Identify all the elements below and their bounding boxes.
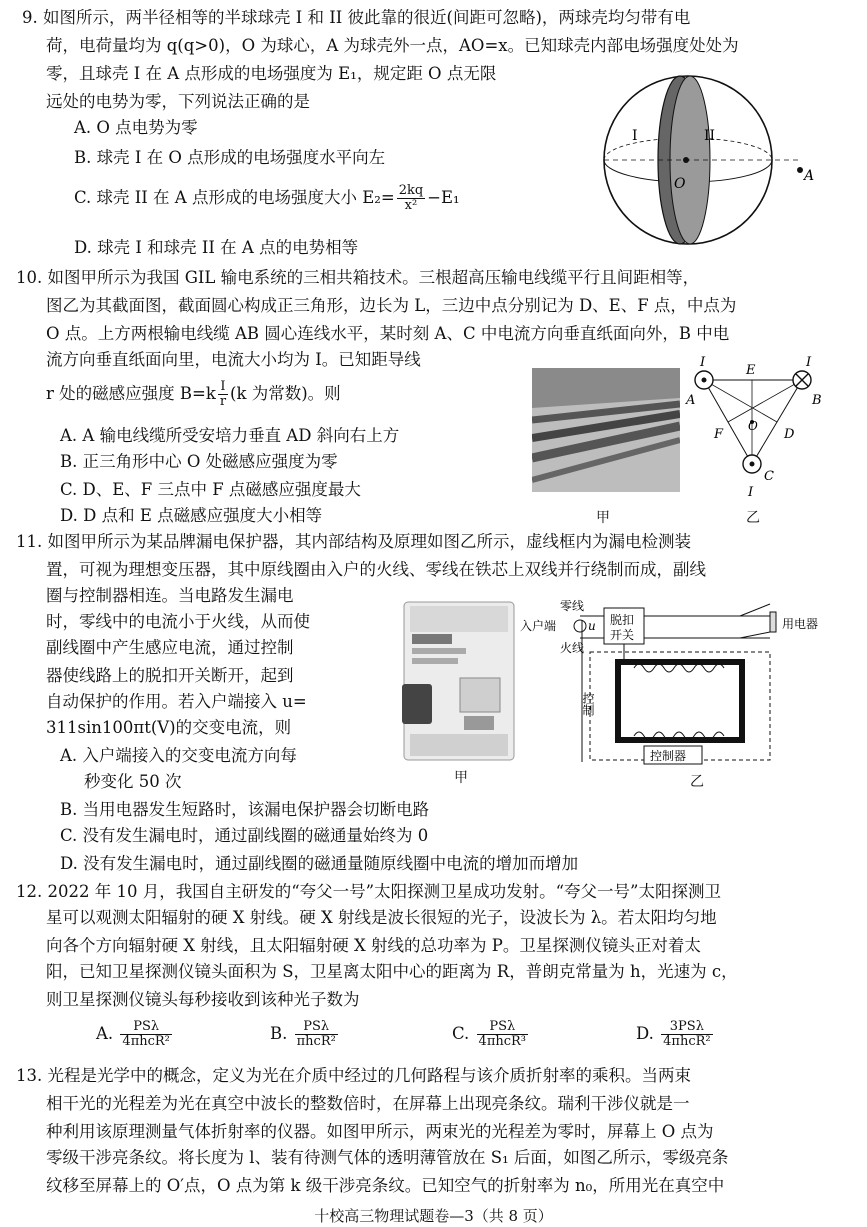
q9-option-c-fraction — [397, 184, 425, 213]
q10-fig-F: F — [714, 427, 724, 442]
q10-line5 — [46, 380, 341, 409]
q9-c-den: x² — [404, 198, 418, 213]
q11-circuit-diagram — [520, 596, 830, 774]
q9-fig-label-II: II — [704, 128, 716, 144]
q9-option-a: A. O 点电势为零 — [74, 118, 198, 137]
q9-line3: 零，且球壳 I 在 A 点形成的电场强度为 E₁，规定距 O 点无限 — [46, 64, 497, 83]
q11-line5: 副线圈中产生感应电流，通过控制 — [46, 638, 294, 657]
q10-fig-D: D — [784, 427, 795, 442]
q11-line3: 圈与控制器相连。当电路发生漏电 — [46, 586, 294, 605]
q12-line1: 12. 2022 年 10 月，我国自主研发的“夸父一号”太阳探测卫星成功发射。“夸父一号”太阳探测卫 — [16, 882, 721, 901]
q12-option-a — [96, 1020, 174, 1049]
q10-b-fraction — [218, 380, 228, 409]
q9-option-c — [74, 184, 460, 213]
page-footer: 十校高三物理试题卷—3（共 8 页） — [314, 1207, 553, 1225]
q13-line5: 纹移至屏幕上的 O′点，O 点为第 k 级干涉亮条纹。已知空气的折射率为 n₀，所用光在真空中 — [46, 1176, 725, 1195]
q11-option-a1: A. 入户端接入的交变电流方向每 — [60, 746, 297, 765]
q12-option-d — [636, 1020, 715, 1049]
q11-fig-switch2: 开关 — [610, 628, 635, 642]
q10-line1: 10. 如图甲所示为我国 GIL 输电系统的三相共箱技术。三根超高压输电线缆平行且间距相等， — [16, 268, 700, 287]
q12-d-num: 3PSλ — [661, 1020, 712, 1035]
q10-fig-C: C — [764, 469, 774, 484]
q10-b-num: I — [218, 380, 228, 395]
q12-line3: 向各个方向辐射硬 X 射线，且太阳辐射硬 X 射线的总功率为 P。卫星探测仪镜头正对着太 — [46, 936, 701, 955]
q12-d-den: 4πhcR² — [663, 1034, 711, 1049]
q10-line5-tail: (k 为常数)。则 — [230, 384, 341, 403]
q10-fig-B: B — [812, 393, 822, 408]
q11-fig-controller: 控制器 — [650, 749, 687, 763]
q10-line3: O 点。上方两根输电线缆 AB 圆心连线水平，某时刻 A、C 中电流方向垂直纸面向外，B 中电 — [46, 324, 730, 343]
q9-option-b: B. 球壳 I 在 O 点形成的电场强度水平向左 — [74, 148, 386, 167]
q11-fig-zero: 零线 — [560, 599, 585, 613]
q11-fig-jia: 甲 — [454, 770, 468, 786]
q11-option-c: C. 没有发生漏电时，通过副线圈的磁通量始终为 0 — [60, 826, 429, 845]
q11-fig-switch1: 脱扣 — [610, 613, 635, 627]
q11-fig-yi: 乙 — [690, 774, 704, 790]
q9-option-c-tail: −E₁ — [427, 188, 460, 207]
q12-option-b — [270, 1020, 340, 1049]
q10-line4: 流方向垂直纸面向里，电流大小均为 I。已知距导线 — [46, 350, 421, 369]
q10-option-c: C. D、E、F 三点中 F 点磁感应强度最大 — [60, 480, 361, 499]
q9-option-c-text: C. 球壳 II 在 A 点形成的电场强度大小 E₂= — [74, 188, 395, 207]
q12-option-a-fraction — [120, 1020, 171, 1049]
q12-a-den: 4πhcR² — [122, 1034, 170, 1049]
q10-fig-jia: 甲 — [596, 510, 610, 526]
q10-option-b: B. 正三角形中心 O 处磁感应强度为零 — [60, 452, 338, 471]
q12-a-num: PSλ — [120, 1020, 171, 1035]
q11-line7: 自动保护的作用。若入户端接入 u= — [46, 692, 307, 711]
q12-c-den: 4πhcR³ — [478, 1034, 527, 1049]
q12-option-c — [452, 1020, 530, 1049]
q10-triangle-diagram — [680, 352, 830, 502]
q9-option-d: D. 球壳 I 和球壳 II 在 A 点的电势相等 — [74, 238, 359, 257]
q12-option-c-fraction — [477, 1020, 528, 1049]
q10-option-a: A. A 输电线缆所受安培力垂直 AD 斜向右上方 — [60, 426, 400, 445]
q12-option-b-label: B. — [270, 1024, 288, 1043]
q11-line1: 11. 如图甲所示为某品牌漏电保护器，其内部结构及原理如图乙所示，虚线框内为漏电检测装 — [16, 532, 691, 551]
q9-fig-label-I: I — [632, 128, 638, 144]
q11-fig-fire: 火线 — [560, 641, 585, 655]
q13-line3: 种利用该原理测量气体折射率的仪器。如图甲所示，两束光的光程差为零时，屏幕上 O 点为 — [46, 1122, 714, 1141]
q10-fig-I-a: I — [700, 355, 706, 370]
q11-line6: 器使线路上的脱扣开关断开，起到 — [46, 666, 294, 685]
q13-line1: 13. 光程是光学中的概念，定义为光在介质中经过的几何路程与该介质折射率的乘积。当两束 — [16, 1066, 691, 1085]
q12-line5: 则卫星探测仪镜头每秒接收到该种光子数为 — [46, 990, 360, 1009]
q12-option-d-label: D. — [636, 1024, 654, 1043]
q10-fig-yi: 乙 — [746, 510, 760, 526]
q12-option-c-label: C. — [452, 1024, 470, 1043]
q11-line4: 时，零线中的电流小于火线，从而使 — [46, 612, 310, 631]
q13-line2: 相干光的光程差为光在真空中波长的整数倍时，在屏幕上出现亮条纹。瑞利干涉仪就是一 — [46, 1094, 690, 1113]
q12-option-a-label: A. — [96, 1024, 114, 1043]
q10-fig-E: E — [746, 363, 756, 378]
q12-line2: 星可以观测太阳辐射的硬 X 射线。硬 X 射线是波长很短的光子，设波长为 λ。若太阳均匀地 — [46, 908, 717, 927]
q12-b-den: πhcR² — [296, 1034, 336, 1049]
q9-fig-label-O: O — [674, 176, 686, 192]
q9-sphere-figure — [600, 68, 830, 258]
q12-option-b-fraction — [295, 1020, 338, 1049]
q11-line2: 置，可视为理想变压器，其中原线圈由入户的火线、零线在铁芯上双线并行绕制而成，副线 — [46, 560, 706, 579]
q12-c-num: PSλ — [477, 1020, 528, 1035]
q11-breaker-photo — [398, 598, 520, 764]
q12-b-num: PSλ — [295, 1020, 338, 1035]
q11-fig-u: u — [588, 619, 596, 633]
q11-option-b: B. 当用电器发生短路时，该漏电保护器会切断电路 — [60, 800, 430, 819]
q9-line2: 荷，电荷量均为 q(q>0)，O 为球心，A 为球壳外一点，AO=x。已知球壳内部电场强度处处为 — [46, 36, 739, 55]
q10-fig-O: O — [748, 419, 758, 433]
q9-c-num: 2kq — [398, 183, 424, 198]
q10-photo-gil — [532, 368, 680, 492]
q10-b-den: r — [219, 394, 227, 409]
q11-line8: 311sin100πt(V)的交变电流，则 — [46, 718, 292, 737]
q10-fig-I-c: I — [748, 485, 754, 500]
q9-fig-label-A: A — [804, 168, 815, 184]
q9-line1: 9. 如图所示，两半径相等的半球球壳 I 和 II 彼此靠的很近(间距可忽略)，两球壳均匀带有电 — [22, 8, 691, 27]
q11-fig-load: 用电器 — [782, 617, 819, 631]
q12-line4: 阳，已知卫星探测仪镜头面积为 S，卫星离太阳中心的距离为 R，普朗克常量为 h，光速为 c， — [46, 962, 738, 981]
q10-option-d: D. D 点和 E 点磁感应强度大小相等 — [60, 506, 323, 525]
q13-line4: 零级干涉亮条纹。将长度为 l、装有待测气体的透明薄管放在 S₁ 后面，如图乙所示，零级亮条 — [46, 1148, 729, 1167]
q9-line4: 远处的电势为零，下列说法正确的是 — [46, 92, 310, 111]
q11-option-d: D. 没有发生漏电时，通过副线圈的磁通量随原线圈中电流的增加而增加 — [60, 854, 579, 873]
q11-fig-ctrl: 控制 — [581, 692, 595, 716]
q10-line2: 图乙为其截面图，截面圆心构成正三角形，边长为 L，三边中点分别记为 D、E、F 点，中点为 — [46, 296, 737, 315]
q10-fig-I-b: I — [806, 355, 812, 370]
q10-line5-text: r 处的磁感应强度 B=k — [46, 384, 216, 403]
q11-option-a2: 秒变化 50 次 — [84, 772, 182, 791]
q10-fig-A: A — [686, 393, 696, 408]
q12-option-d-fraction — [661, 1020, 712, 1049]
q11-fig-inlet: 入户端 — [520, 619, 557, 633]
